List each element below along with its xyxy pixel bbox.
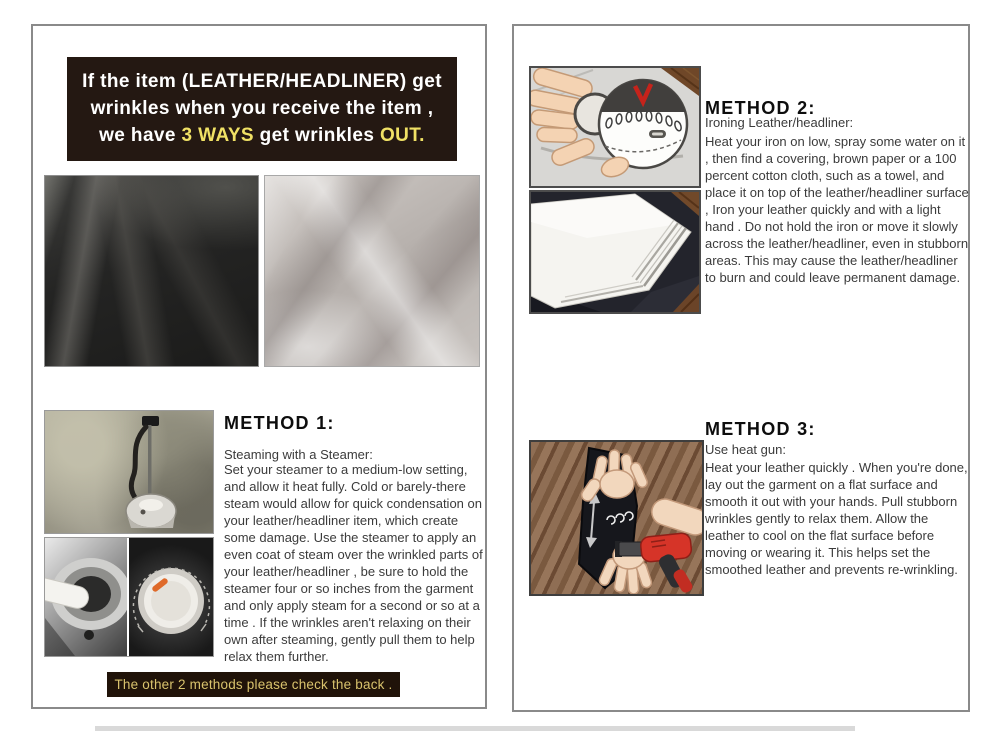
steamer-drawing [45,411,213,533]
wrinkled-leather-photo [44,175,259,367]
method1-subtitle: Steaming with a Steamer: [224,447,373,462]
towel-illustration [529,190,701,314]
method1-title: METHOD 1: [224,413,335,433]
iron-dial-illustration [529,66,701,188]
header-line-2: wrinkles when you receive the item , [90,98,434,119]
method2-body: Heat your iron on low, spray some water on it , then find a covering, brown paper or a 100 percent cotton cloth, such as a towel, and place it on top of the leather/headliner surface , Iron your leather quickly and with a light hand . Do not hold the iron or move it slowly across the leather/headliner, even in stubborn areas. This may cause the leather/headliner to burn and could leave permanent damage. [705,134,969,285]
header-line-3: we have 3 WAYS get wrinkles OUT. [99,125,425,146]
highlight-out: OUT. [379,125,425,146]
left-page-panel [31,24,487,709]
steamer-dial-photo [129,538,213,656]
heat-gun-illustration [529,440,704,596]
steamer-nozzle-photo [45,538,127,656]
towel-drawing [531,192,699,312]
iron-dial-drawing [531,68,699,186]
method2-title: METHOD 2: [705,98,816,118]
right-page-panel [512,24,970,712]
highlight-3-ways: 3 WAYS [181,125,254,146]
heat-gun-drawing [531,442,702,594]
bottom-scan-artifact [95,726,855,731]
method3-title: METHOD 3: [705,419,816,439]
method3-subtitle: Use heat gun: [705,442,786,457]
nozzle-drawing [45,538,127,656]
method2-subtitle: Ironing Leather/headliner: [705,115,854,130]
dial-drawing [129,538,213,656]
wrinkled-headliner-photo [264,175,480,367]
steamer-photo [44,410,214,534]
header-line-1: If the item (LEATHER/HEADLINER) get [82,71,442,92]
method3-body: Heat your leather quickly . When you're done, lay out the garment on a flat surface and smooth it out with your hands. Pull stubborn wrinkles gently to relax them. Allow the leather to cool on the flat surface before moving or wearing it. This helps set the smoothed leather and prevents re-wrinkling. [705,460,968,577]
method1-body: Set your steamer to a medium-low setting, and allow it heat fully. Cold or barely-there steam would allow for quick condensation on your leather/headliner item, which create some damage. Use the steamer to apply an even coat of steam over the wrinkled parts of your leather/headliner , be sure to hold the steamer four or so inches from the garment and only apply steam for a second or so at a time . If the wrinkles aren't relaxing on their own after steaming, gently pull them to help relax them further. [224,462,483,664]
back-note-banner: The other 2 methods please check the back . [107,672,400,697]
header-banner [67,57,457,161]
steamer-closeups [44,537,214,657]
